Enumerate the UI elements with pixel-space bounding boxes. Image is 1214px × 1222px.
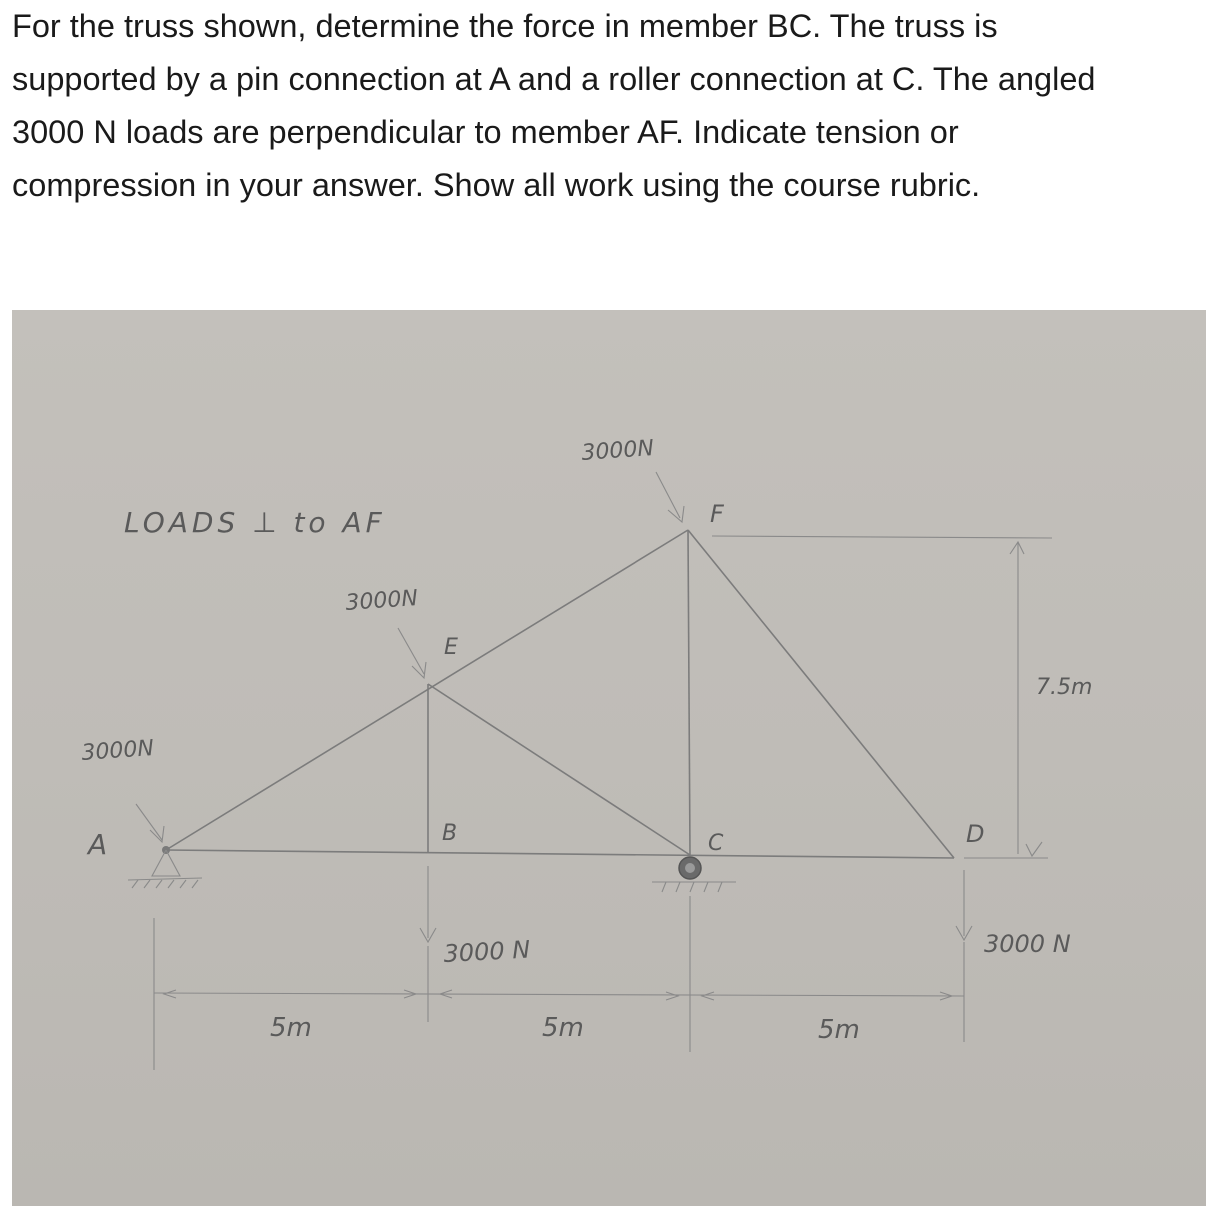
load-arrow-D (956, 870, 972, 940)
pin-support-A (128, 846, 202, 888)
node-label-E: E (444, 635, 458, 660)
member-AD (166, 850, 954, 858)
truss-diagram (12, 310, 1206, 1206)
truss-photo (12, 310, 1206, 1206)
node-label-B: B (442, 821, 458, 846)
member-FC (688, 530, 690, 855)
load-label-E: 3000N (344, 585, 419, 616)
height-dimension-line (712, 536, 1052, 858)
dimension-label-AB: 5m (270, 1013, 312, 1043)
load-arrow-F (656, 472, 684, 522)
loads-note: LOADS ⊥ to AF (124, 506, 386, 539)
node-label-C: C (708, 831, 724, 856)
roller-support-C (652, 857, 736, 892)
load-label-F: 3000N (580, 435, 655, 466)
member-FD (688, 530, 954, 858)
node-label-F: F (710, 500, 724, 528)
load-arrow-B (420, 866, 436, 942)
node-label-A: A (88, 828, 108, 861)
node-label-D: D (966, 820, 985, 848)
load-label-D: 3000 N (984, 930, 1071, 958)
load-arrow-E (398, 628, 426, 678)
problem-statement: For the truss shown, determine the force in member BC. The truss is supported by a pin connection at A and a roller connection at C. The angled 3000 N loads are perpendicular to member AF. Indicate tension or compression in your answer. Show all work using the course rubric. (12, 8, 1096, 203)
member-EC (428, 684, 690, 855)
dimension-label-CD: 5m (818, 1015, 860, 1045)
dimension-label-height: 7.5m (1036, 675, 1093, 700)
load-label-B: 3000 N (442, 935, 531, 968)
load-arrow-A (136, 804, 164, 842)
dimension-label-BC: 5m (542, 1013, 584, 1043)
load-label-A: 3000N (80, 735, 155, 766)
